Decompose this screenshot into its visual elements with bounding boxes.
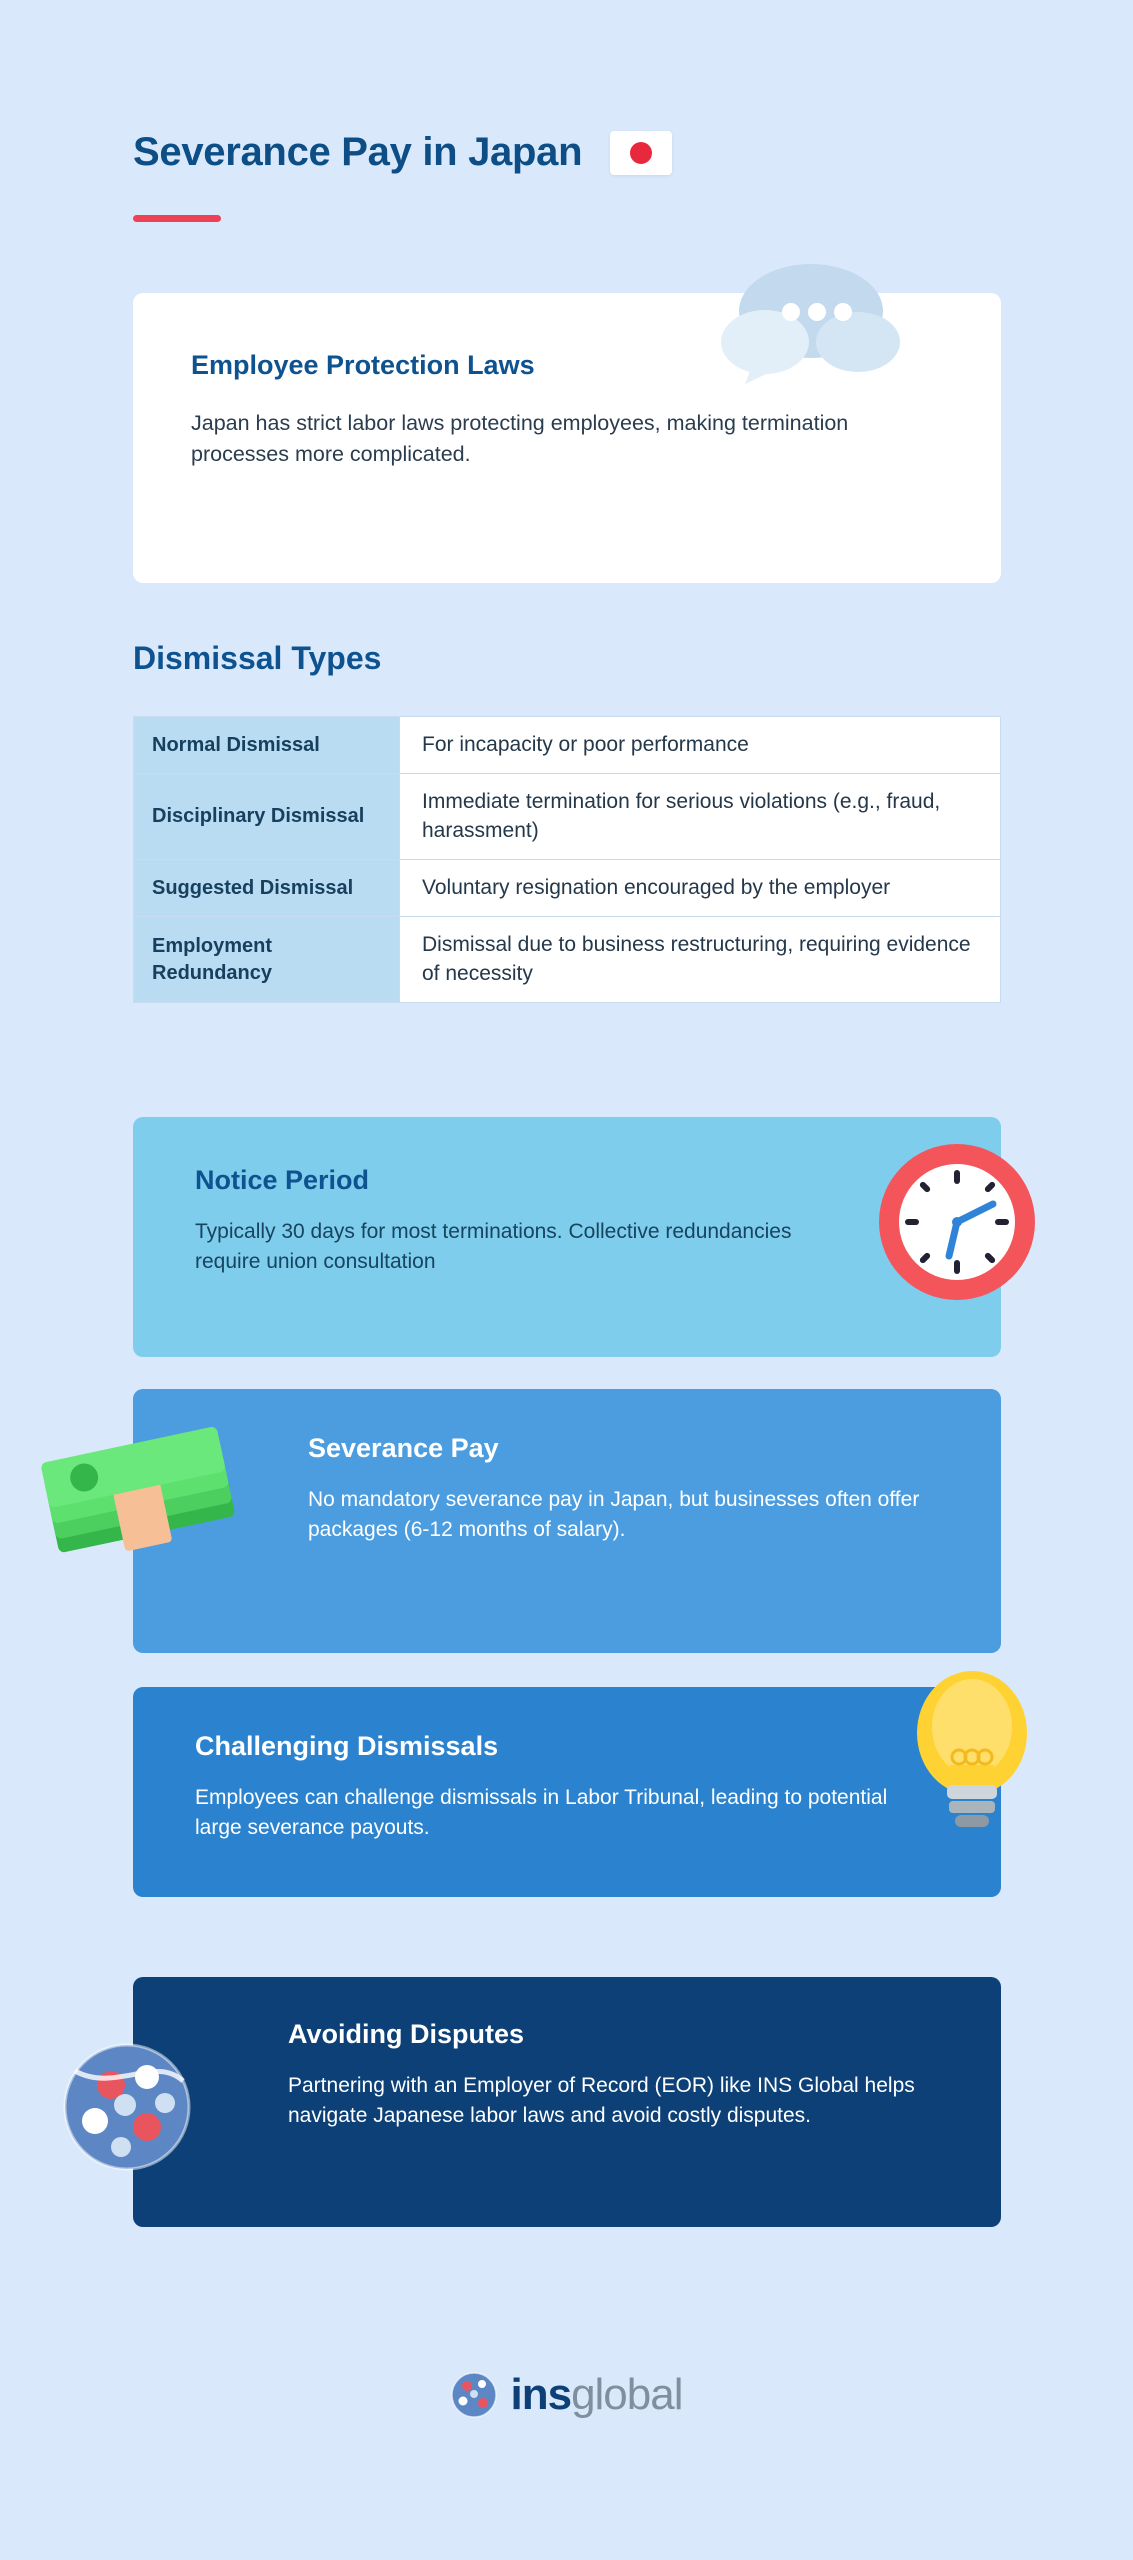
page-title: Severance Pay in Japan bbox=[133, 130, 583, 174]
table-cell-description: Dismissal due to business restructuring, requiring evidence of necessity bbox=[400, 917, 1001, 1003]
table-row bbox=[134, 774, 1001, 860]
table-row bbox=[134, 717, 1001, 774]
title-underline bbox=[133, 215, 221, 222]
page-title-row bbox=[133, 130, 672, 175]
panel-heading: Severance Pay bbox=[308, 1433, 499, 1463]
table-row bbox=[134, 860, 1001, 917]
panel-avoiding-disputes bbox=[133, 1977, 1001, 2227]
lightbulb-icon bbox=[905, 1665, 1040, 1840]
logo-wordmark bbox=[510, 2370, 682, 2420]
panel-heading: Notice Period bbox=[195, 1165, 370, 1195]
globe-icon bbox=[55, 2035, 200, 2180]
globe-logo-icon bbox=[450, 2371, 498, 2419]
panel-severance-pay bbox=[133, 1389, 1001, 1653]
table-cell-type: Normal Dismissal bbox=[134, 717, 400, 774]
japan-flag-icon bbox=[610, 131, 672, 175]
table-cell-description: Voluntary resignation encouraged by the employer bbox=[400, 860, 1001, 917]
footer-logo bbox=[0, 2370, 1133, 2420]
card-body: Japan has strict labor laws protecting employees, making termination processes more complicated. bbox=[191, 411, 849, 467]
logo-text-global: global bbox=[571, 2370, 683, 2419]
dismissal-types-table bbox=[133, 716, 1001, 1003]
panel-heading: Avoiding Disputes bbox=[288, 2019, 525, 2049]
table-row bbox=[134, 917, 1001, 1003]
section-heading-dismissal-types: Dismissal Types bbox=[133, 640, 382, 676]
table-cell-description: For incapacity or poor performance bbox=[400, 717, 1001, 774]
panel-body: Partnering with an Employer of Record (EOR) like INS Global helps navigate Japanese labor laws and avoid costly disputes. bbox=[288, 2074, 915, 2128]
panel-notice-period bbox=[133, 1117, 1001, 1357]
table-cell-type: Disciplinary Dismissal bbox=[134, 774, 400, 860]
panel-body: Employees can challenge dismissals in Labor Tribunal, leading to potential large severance payouts. bbox=[195, 1786, 888, 1840]
flag-red-circle bbox=[630, 142, 652, 164]
panel-challenging-dismissals bbox=[133, 1687, 1001, 1897]
employee-protection-card bbox=[133, 293, 1001, 583]
clock-icon bbox=[875, 1140, 1040, 1305]
panel-body: Typically 30 days for most terminations. Collective redundancies require union consultation bbox=[195, 1220, 792, 1274]
table-cell-type: Suggested Dismissal bbox=[134, 860, 400, 917]
speech-bubbles-icon bbox=[693, 256, 908, 391]
panel-heading: Challenging Dismissals bbox=[195, 1731, 499, 1761]
table-cell-type: Employment Redundancy bbox=[134, 917, 400, 1003]
card-heading: Employee Protection Laws bbox=[191, 350, 535, 380]
table-cell-description: Immediate termination for serious violations (e.g., fraud, harassment) bbox=[400, 774, 1001, 860]
money-stack-icon bbox=[30, 1420, 245, 1580]
logo-text-ins: ins bbox=[510, 2370, 572, 2419]
panel-body: No mandatory severance pay in Japan, but businesses often offer packages (6-12 months of salary). bbox=[308, 1488, 920, 1542]
